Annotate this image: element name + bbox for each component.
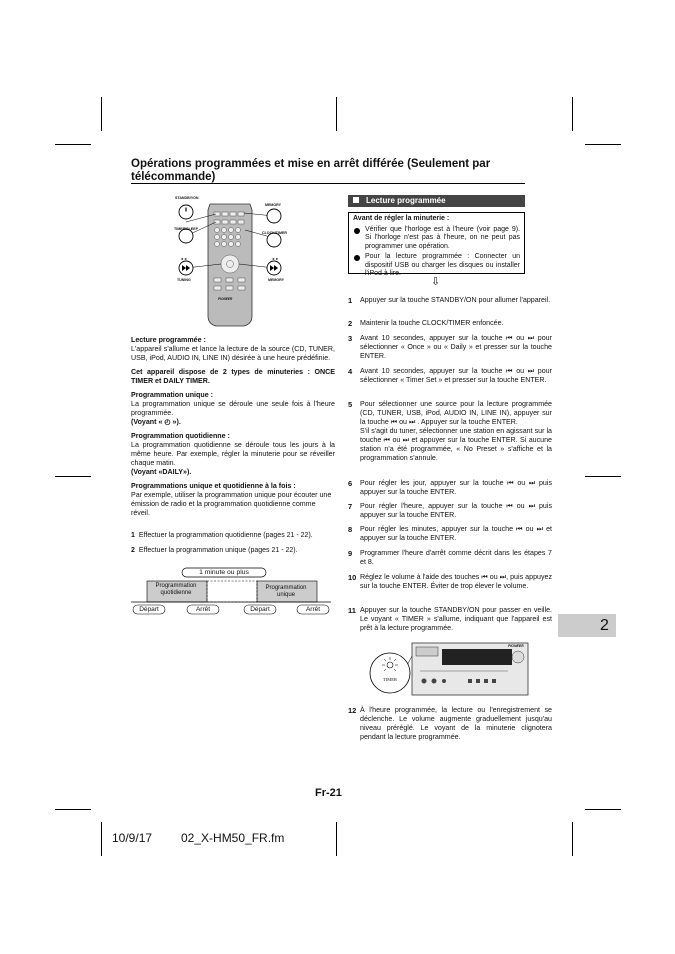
stop-label-1: Arrêt (195, 606, 211, 613)
step-10: 10 Réglez le volume à l'aide des touches ⏮ ou ⏭, puis appuyez sur la touche ENTER. Éviter de trop élever le volume. (348, 573, 552, 590)
item-number: 1 (131, 532, 135, 539)
p2-heading: Cet appareil dispose de 2 types de minuteries : ONCE TIMER et DAILY TIMER. (131, 368, 335, 385)
item-text: Effectuer la programmation quotidienne (pages 21 - 22). (138, 532, 313, 539)
crop-mark (585, 809, 621, 810)
p4-voyant: (Voyant «DAILY»). (131, 468, 192, 476)
remote-label-prev: ◄◄ (180, 257, 188, 261)
crop-mark (585, 144, 621, 145)
remote-label-standby: STANDBY/ON (175, 196, 199, 200)
p3-heading: Programmation unique : (131, 391, 213, 399)
remote-label-timer-sleep: TIMER/SLEEP (174, 227, 198, 231)
p4-body: La programmation quotidienne se déroule tous les jours à la même heure. Par exemple, régler la minuterie pour se réveiller chaque matin. (131, 441, 335, 467)
section-title: Lecture programmée (366, 196, 446, 205)
remote-control-illustration (172, 196, 292, 331)
step-5: 5 Pour sélectionner une source pour la lecture programmée (CD, TUNER, USB, iPod, AUDIO IN, LINE IN), appuyer sur la touche ⏮ ou ⏭ . Appuyer sur la touche ENTER. S'il s'agit du tuner, sélectionner une station en agissant sur la touche ⏮ ou ⏭ et appuyer sur la touche ENTER. Si aucune station n'a été programmée, « No Preset » s'affiche et la programmation s'annule. (348, 400, 552, 462)
crop-mark (101, 822, 102, 856)
chapter-number: 2 (600, 617, 609, 634)
step-8: 8 Pour régler les minutes, appuyer sur la touche ⏮ ou ⏭ et appuyer sur la touche ENTER. (348, 525, 552, 542)
item-number: 2 (131, 547, 135, 554)
intro-text (131, 336, 335, 518)
stop-label-2: Arrêt (305, 606, 321, 613)
crop-mark (336, 97, 337, 131)
item-text: Effectuer la programmation unique (pages 21 - 22). (138, 547, 298, 554)
down-arrow-icon: ⇩ (431, 276, 441, 288)
note-box (348, 212, 525, 277)
step-2: 2 Maintenir la touche CLOCK/TIMER enfoncée. (348, 319, 504, 328)
remote-label-memory: MEMORY (265, 203, 282, 207)
section-square-icon (353, 197, 359, 203)
step-6: 6 Pour régler les jour, appuyer sur la touche ⏮ ou ⏭ puis appuyer sur la touche ENTER. (348, 479, 552, 496)
p5-body: Par exemple, utiliser la programmation unique pour écouter une émission de radio et la programmation quotidienne comme réveil. (131, 491, 332, 517)
step-7: 7 Pour régler l'heure, appuyer sur la touche ⏮ ou ⏭ puis appuyer sur la touche ENTER. (348, 502, 552, 519)
note-bullet-1: Vérifier que l'horloge est à l'heure (voir page 9). Si l'horloge n'est pas à l'heure, on ne peut pas programmer une opération. (353, 226, 520, 252)
p1-heading: Lecture programmée : (131, 336, 206, 344)
list-item (131, 532, 313, 539)
interval-label: 1 minute ou plus (199, 569, 249, 576)
crop-mark (55, 144, 91, 145)
p3-voyant: (Voyant « ◴ »). (131, 418, 181, 426)
section-header (348, 195, 525, 207)
crop-mark (585, 476, 621, 477)
start-label-1: Départ (139, 606, 159, 613)
page-title: Opérations programmées et mise en arrêt différée (Seulement par télécommande) (131, 158, 491, 183)
note-box-title: Avant de régler la minuterie : (353, 215, 450, 222)
remote-label-tuning: TUNING (177, 278, 191, 282)
crop-mark (101, 97, 102, 131)
p5-heading: Programmations unique et quotidienne à la fois : (131, 482, 296, 490)
crop-mark (572, 822, 573, 856)
p4-heading: Programmation quotidienne : (131, 432, 230, 440)
footer-date: 10/9/17 (112, 831, 153, 845)
step-5-tuner-note: S'il s'agit du tuner, sélectionner une station en agissant sur la touche ⏮ ou ⏭ et appuyer sur la touche ENTER. Si aucune station n'a été programmée, « No Preset » s'affiche et la programmation s'annule. (360, 427, 552, 462)
crop-mark (55, 809, 91, 810)
page-number: Fr-21 (315, 787, 342, 799)
remote-label-memory-bottom: MEMORY (268, 278, 285, 282)
crop-mark (55, 476, 91, 477)
title-rule (131, 183, 525, 184)
step-3: 3 Avant 10 secondes, appuyer sur la touche ⏮ ou ⏭ pour sélectionner « Once » ou « Daily » et presser sur la touche ENTER. (348, 334, 552, 360)
step-9: 9 Programmer l'heure d'arrêt comme décrit dans les étapes 7 et 8. (348, 549, 552, 566)
step-4: 4 Avant 10 secondes, appuyer sur la touche ⏮ ou ⏭ pour sélectionner « Timer Set » et presser sur la touche ENTER. (348, 367, 552, 384)
note-bullet-2: Pour la lecture programmée : Connecter un dispositif USB ou charger les disques ou installer l'iPod à lire. (353, 253, 520, 279)
p1-body: L'appareil s'allume et lance la lecture de la source (CD, TUNER, USB, iPod, AUDIO IN, LINE IN) désirée à une heure prédéfinie. (131, 345, 335, 362)
unit-brand-logo: PIONEER (508, 644, 524, 648)
daily-block-label: Programmation quotidienne (155, 583, 197, 596)
start-label-2: Départ (250, 606, 270, 613)
footer-filename: 02_X-HM50_FR.fm (181, 831, 285, 845)
p3-body: La programmation unique se déroule une seule fois à l'heure programmée. (131, 400, 335, 417)
remote-brand-logo: PIONEER (218, 297, 233, 301)
timer-indicator-label: TIMER (383, 677, 397, 682)
remote-label-clock-timer: CLOCK/TIMER (262, 231, 287, 235)
step-12: 12 À l'heure programmée, la lecture ou l'enregistrement se déclenche. Le volume augmente graduellement jusqu'au niveau préréglé. Le voyant de la minuterie clignotera pendant la lecture programmée. (348, 706, 552, 741)
step-1: 1 Appuyer sur la touche STANDBY/ON pour allumer l'appareil. (348, 296, 551, 305)
main-unit-illustration (368, 641, 530, 707)
once-block-label: Programmation unique (265, 585, 307, 598)
list-item (131, 547, 298, 554)
crop-mark (336, 822, 337, 856)
step-11: 11 Appuyer sur la touche STANDBY/ON pour passer en veille. Le voyant « TIMER » s'allume, indiquant que l'appareil est prêt à la lecture programmée. (348, 606, 552, 632)
remote-label-next: ►► (272, 257, 280, 261)
crop-mark (572, 97, 573, 131)
